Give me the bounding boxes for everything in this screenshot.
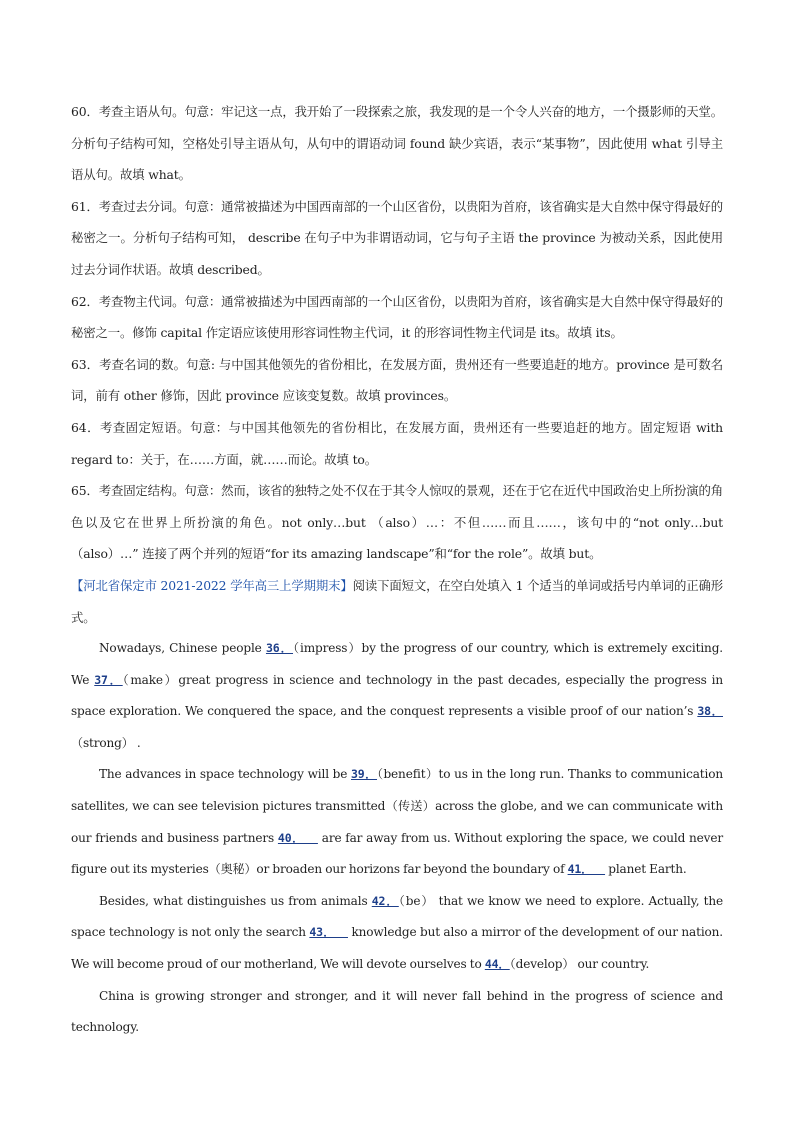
answer-60: 60．考查主语从句。句意：牢记这一点，我开始了一段探索之旅，我发现的是一个令人兴奋的地方，一个摄影师的天堂。分析句子结构可知，空格处引导主语从句，从句中的谓语动词 found 缺少宾语，表示“某事物”，因此使用 what 引导主语从句。故填 what。 <box>71 104 723 183</box>
text-run: （make）great progress in science and technology in the past decades, especially the progress in space exploration. We conquered the space, and the conquest represents a visible proof of our nation’s <box>71 672 724 719</box>
blank-43[interactable]: 43． <box>309 925 348 940</box>
source-label: 【河北省保定市 2021-2022 学年高三上学期期末】 <box>71 577 353 593</box>
blank-36[interactable]: 36． <box>265 641 294 656</box>
text-run: （strong） . <box>71 735 141 750</box>
passage-paragraph-1 <box>71 633 723 759</box>
text-run: （be） that we know we need to explore. Actually, the space technology is not only the search <box>71 893 723 940</box>
cloze-passage <box>71 633 723 1044</box>
blank-40[interactable]: 40． <box>277 830 318 845</box>
answer-61: 61．考查过去分词。句意：通常被描述为中国西南部的一个山区省份，以贵阳为首府，该省确实是大自然中保守得最好的秘密之一。分析句子结构可知， describe 在句子中为非谓语动词，它与句子主语 the province 为被动关系，因此使用过去分词作状语。故填 described。 <box>71 198 723 277</box>
answer-64: 64．考查固定短语。句意：与中国其他领先的省份相比，在发展方面，贵州还有一些要追赶的地方。固定短语 with regard to：关于，在……方面，就……而论。故填 to。 <box>71 419 723 467</box>
exercise-heading <box>71 570 723 633</box>
answer-63: 63．考查名词的数。句意: 与中国其他领先的省份相比，在发展方面，贵州还有一些要追赶的地方。province 是可数名词，前有 other 修饰，因此 province 应该变复数。故填 provinces。 <box>71 356 723 404</box>
text-run: The advances in space technology will be <box>99 767 352 782</box>
answer-62: 62．考查物主代词。句意：通常被描述为中国西南部的一个山区省份，以贵阳为首府，该省确实是大自然中保守得最好的秘密之一。修饰 capital 作定语应该使用形容词性物主代词，it 的形容词性物主代词是 its。故填 its。 <box>71 293 723 341</box>
answer-explanations <box>71 96 723 570</box>
text-run: Besides, what distinguishes us from animals <box>99 893 372 908</box>
blank-38[interactable]: 38． <box>697 704 723 719</box>
text-run: （impress）by the progress of our country, which is extremely exciting. We <box>71 641 723 687</box>
document-page <box>71 96 723 1044</box>
passage-paragraph-3 <box>71 886 723 981</box>
blank-42[interactable]: 42． <box>371 893 399 908</box>
text-run: （develop） our country. <box>509 957 650 972</box>
text-run: are far away from us. Without exploring the space, we could never figure out its mysteries（奥秘）or broaden our horizons far beyond the boundary of <box>71 830 723 877</box>
blank-37[interactable]: 37． <box>94 672 123 687</box>
answer-65: 65．考查固定结构。句意：然而，该省的独特之处不仅在于其令人惊叹的景观，还在于它在近代中国政治史上所扮演的角色以及它在世界上所扮演的角色。not only…but （also）…：不但……而且……，该句中的“not only…but （also）…” 连接了两个并列的短语“for its amazing landscape”和“for the role”。故填 but。 <box>71 483 723 562</box>
passage-paragraph-2 <box>71 759 723 885</box>
passage-paragraph-4: China is growing stronger and stronger, and it will never fall behind in the progress of science and technology. <box>71 988 723 1035</box>
text-run: （benefit）to us in the long run. Thanks to communication satellites, we can see television pictures transmitted（传送）across the globe, and we can communicate with our friends and business partners <box>71 767 723 845</box>
text-run: planet Earth. <box>605 862 687 877</box>
blank-41[interactable]: 41． <box>567 862 606 877</box>
blank-39[interactable]: 39． <box>351 767 378 782</box>
text-run: Nowadays, Chinese people <box>99 641 266 656</box>
blank-44[interactable]: 44． <box>484 957 510 972</box>
text-run: knowledge but also a mirror of the development of our nation. We will become proud of our motherland, We will devote ourselves to <box>71 925 723 972</box>
instruction-text: 阅读下面短文，在空白处填入 1 个适当的单词或括号内单词的正确形式。 <box>71 577 723 625</box>
